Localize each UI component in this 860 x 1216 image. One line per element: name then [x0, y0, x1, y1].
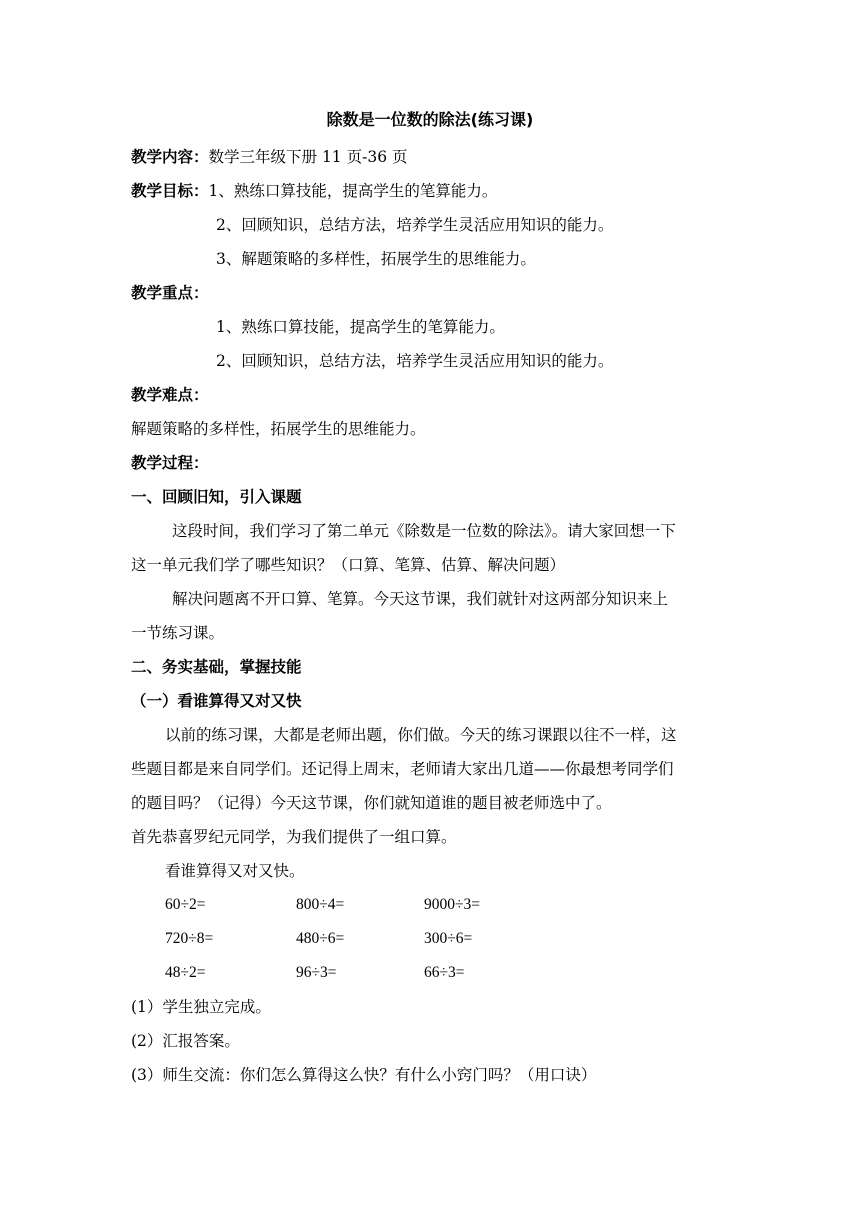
problem-cell: 480÷6=: [296, 930, 345, 947]
section-heading: 一、回顾旧知，引入课题: [131, 488, 302, 506]
difficulty-label: 教学难点：: [131, 386, 209, 404]
key-point-item: 2、回顾知识，总结方法，培养学生灵活应用知识的能力。: [216, 352, 614, 370]
key-point-item: 1、熟练口算技能，提高学生的笔算能力。: [216, 318, 505, 336]
goal-item: 1、熟练口算技能，提高学生的笔算能力。: [208, 182, 498, 200]
problem-cell: 66÷3=: [424, 964, 465, 981]
paragraph-line: 些题目都是来自同学们。还记得上周末，老师请大家出几道——你最想考同学们: [131, 760, 674, 778]
subsection-heading: （一）看谁算得又对又快: [131, 692, 302, 710]
goals-row: [131, 181, 497, 201]
paragraph-line: 这段时间，我们学习了第二单元《除数是一位数的除法》。请大家回想一下: [172, 522, 676, 540]
goal-item: 3、解题策略的多样性，拓展学生的思维能力。: [216, 250, 536, 268]
process-label: 教学过程：: [131, 454, 209, 472]
section-heading: 二、务实基础，掌握技能: [131, 658, 302, 676]
step-item: (3）师生交流：你们怎么算得这么快？有什么小窍门吗？（用口诀）: [131, 1066, 597, 1084]
paragraph-line: 首先恭喜罗纪元同学，为我们提供了一组口算。: [131, 828, 457, 846]
document-title: 除数是一位数的除法(练习课): [326, 110, 534, 129]
problem-cell: 9000÷3=: [424, 896, 480, 913]
content-row: [131, 147, 407, 167]
paragraph-line: 以前的练习课，大都是老师出题，你们做。今天的练习课跟以往不一样，这: [165, 726, 677, 744]
problem-cell: 48÷2=: [165, 964, 206, 981]
content-label: 教学内容：: [131, 148, 209, 166]
step-item: (1）学生独立完成。: [131, 998, 271, 1016]
paragraph-line: 一节练习课。: [131, 624, 225, 642]
difficulty-text: 解题策略的多样性，拓展学生的思维能力。: [131, 420, 426, 438]
step-item: (2）汇报答案。: [131, 1032, 240, 1050]
goals-label: 教学目标：: [131, 182, 209, 200]
content-text: 数学三年级下册 11 页-36 页: [208, 148, 408, 166]
problem-cell: 60÷2=: [165, 896, 206, 913]
paragraph-line: 的题目吗？（记得）今天这节课，你们就知道谁的题目被老师选中了。: [131, 794, 612, 812]
key-points-label: 教学重点：: [131, 284, 209, 302]
problem-cell: 96÷3=: [296, 964, 337, 981]
paragraph-line: 这一单元我们学了哪些知识？（口算、笔算、估算、解决问题）: [131, 556, 566, 574]
problem-cell: 720÷8=: [165, 930, 214, 947]
goal-item: 2、回顾知识，总结方法，培养学生灵活应用知识的能力。: [216, 216, 614, 234]
paragraph-line: 解决问题离不开口算、笔算。今天这节课，我们就针对这两部分知识来上: [172, 590, 669, 608]
paragraph-line: 看谁算得又对又快。: [165, 862, 305, 880]
problem-cell: 800÷4=: [296, 896, 345, 913]
problem-cell: 300÷6=: [424, 930, 473, 947]
